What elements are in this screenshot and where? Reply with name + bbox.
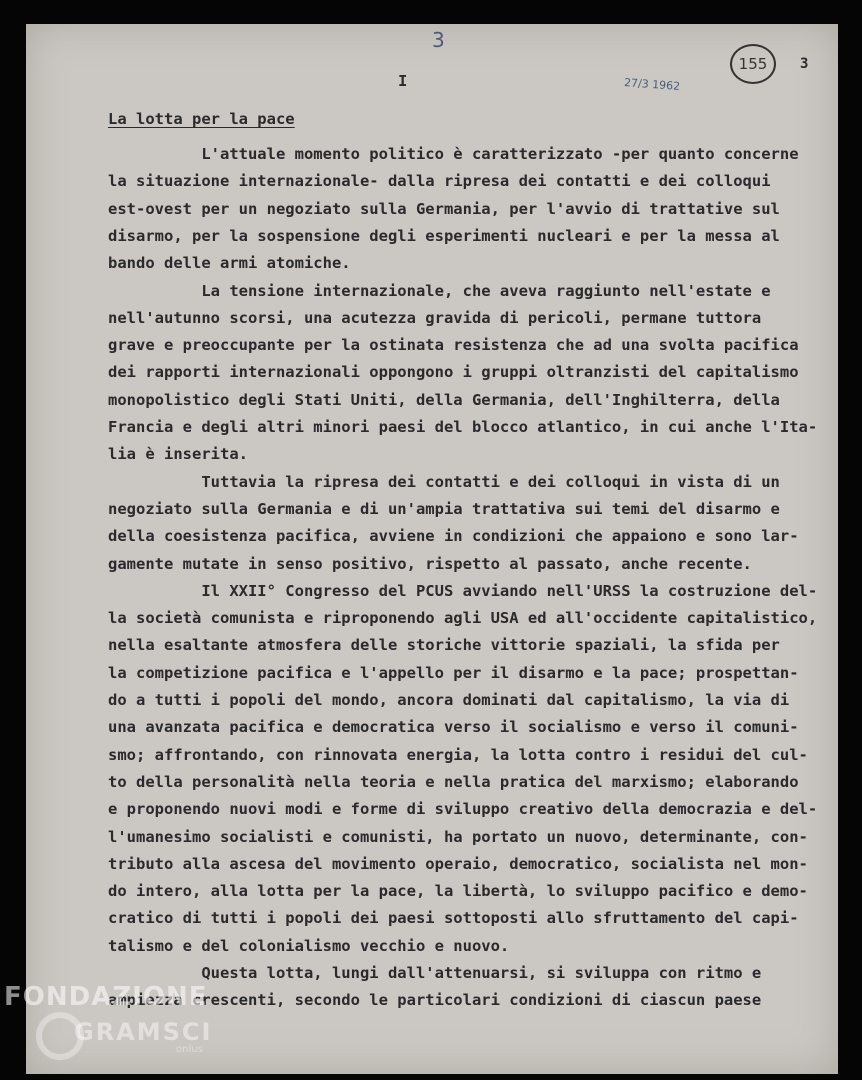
text-line: grave e preoccupante per la ostinata resistenza che ad una svolta pacifica: [108, 336, 799, 354]
top-pencil-number: 3: [432, 28, 445, 52]
text-line: talismo e del colonialismo vecchio e nuovo.: [108, 937, 510, 955]
section-heading: La lotta per la pace: [108, 110, 295, 128]
text-line: nella esaltante atmosfera delle storiche vittorie spaziali, la sfida per: [108, 636, 780, 654]
text-line: Tuttavia la ripresa dei contatti e dei colloqui in vista di un: [108, 473, 780, 491]
text-line: e proponendo nuovi modi e forme di sviluppo creativo della democrazia e del-: [108, 800, 818, 818]
document-page: [26, 24, 838, 1074]
text-line: do a tutti i popoli del mondo, ancora dominati dal capitalismo, la via di: [108, 691, 790, 709]
text-line: gamente mutate in senso positivo, rispetto al passato, anche recente.: [108, 555, 752, 573]
text-line: una avanzata pacifica e democratica verso il socialismo e verso il comuni-: [108, 718, 799, 736]
text-line: nell'autunno scorsi, una acutezza gravida di pericoli, permane tuttora: [108, 309, 762, 327]
section-numeral: I: [398, 72, 408, 90]
text-line: lia è inserita.: [108, 445, 248, 463]
text-line: la competizione pacifica e l'appello per il disarmo e la pace; prospettan-: [108, 664, 799, 682]
text-line: bando delle armi atomiche.: [108, 254, 351, 272]
watermark-onlus: onlus: [176, 1044, 203, 1055]
text-line: negoziato sulla Germania e di un'ampia trattativa sui temi del disarmo e: [108, 500, 780, 518]
text-line: Francia e degli altri minori paesi del blocco atlantico, in cui anche l'Ita-: [108, 418, 818, 436]
archive-stamp-number: 155: [738, 55, 768, 73]
text-line: Il XXII° Congresso del PCUS avviando nell'URSS la costruzione del-: [108, 582, 818, 600]
text-line: monopolistico degli Stati Uniti, della Germania, dell'Inghilterra, della: [108, 391, 780, 409]
text-line: disarmo, per la sospensione degli esperimenti nucleari e per la messa al: [108, 227, 780, 245]
text-line: della coesistenza pacifica, avviene in condizioni che appaiono e sono lar-: [108, 527, 799, 545]
text-line: ampiezza crescenti, secondo le particolari condizioni di ciascun paese: [108, 991, 762, 1009]
page-number: 3: [800, 56, 809, 72]
text-line: dei rapporti internazionali oppongono i gruppi oltranzisti del capitalismo: [108, 363, 799, 381]
pencil-note: 27/3 1962: [623, 76, 681, 93]
watermark-gramsci: GRAMSCI: [74, 1018, 213, 1046]
text-line: tributo alla ascesa del movimento operaio, democratico, socialista nel mon-: [108, 855, 808, 873]
text-line: est-ovest per un negoziato sulla Germania, per l'avvio di trattative sul: [108, 200, 780, 218]
text-line: La tensione internazionale, che aveva raggiunto nell'estate e: [108, 282, 771, 300]
text-line: do intero, alla lotta per la pace, la libertà, lo sviluppo pacifico e demo-: [108, 882, 808, 900]
archive-stamp: [730, 44, 776, 84]
text-line: la società comunista e riproponendo agli USA ed all'occidente capitalistico,: [108, 609, 818, 627]
watermark-fondazione: FONDAZIONE: [4, 982, 208, 1012]
text-line: Questa lotta, lungi dall'attenuarsi, si sviluppa con ritmo e: [108, 964, 762, 982]
text-line: L'attuale momento politico è caratterizzato -per quanto concerne: [108, 145, 799, 163]
text-line: cratico di tutti i popoli dei paesi sottoposti allo sfruttamento del capi-: [108, 909, 799, 927]
text-line: smo; affrontando, con rinnovata energia, la lotta contro i residui del cul-: [108, 746, 808, 764]
text-line: to della personalità nella teoria e nella pratica del marxismo; elaborando: [108, 773, 799, 791]
text-line: l'umanesimo socialisti e comunisti, ha portato un nuovo, determinante, con-: [108, 828, 808, 846]
text-line: la situazione internazionale- dalla ripresa dei contatti e dei colloqui: [108, 172, 771, 190]
